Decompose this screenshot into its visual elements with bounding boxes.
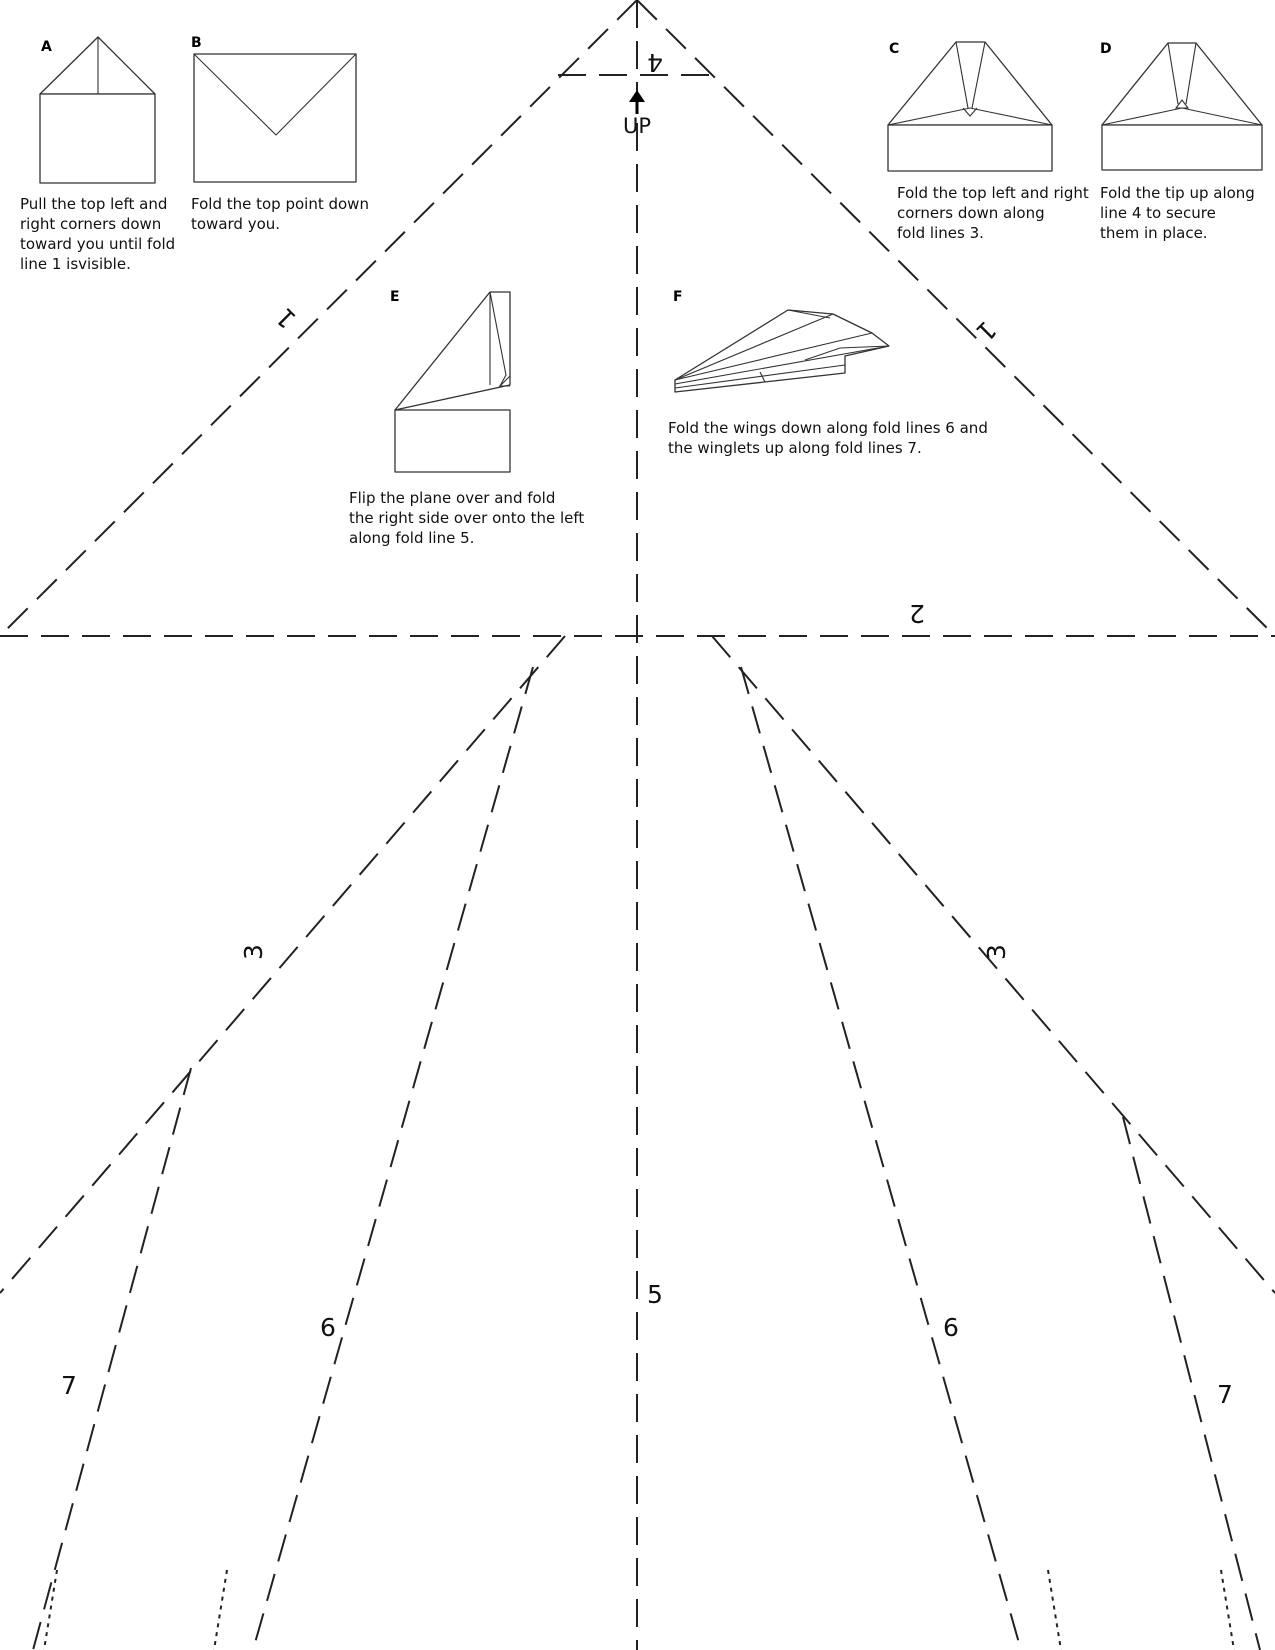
dotted-mark xyxy=(1048,1570,1061,1650)
fold-number-3-left: 3 xyxy=(239,944,268,960)
fold-number-6-right: 6 xyxy=(943,1313,959,1342)
dotted-mark xyxy=(44,1570,57,1650)
fold-number-5: 5 xyxy=(647,1280,663,1309)
step-a-letter: A xyxy=(41,39,52,55)
fold-line-3-right xyxy=(712,636,1275,1293)
fold-number-2: 2 xyxy=(909,599,925,628)
fold-number-7-left: 7 xyxy=(61,1371,77,1400)
step-a-illustration xyxy=(40,37,155,183)
up-arrow-head-icon xyxy=(629,90,645,102)
step-d-illustration xyxy=(1102,43,1262,170)
fold-number-1-right: 1 xyxy=(970,315,1002,347)
fold-number-1-left: 1 xyxy=(270,302,302,334)
fold-line-7-left xyxy=(33,1068,191,1650)
fold-number-3-right: 3 xyxy=(982,944,1011,960)
fold-line-6-right xyxy=(741,667,1021,1650)
dotted-mark xyxy=(214,1570,227,1650)
up-label: UP xyxy=(622,114,652,138)
step-f-letter: F xyxy=(673,289,683,305)
step-c-caption: Fold the top left and right corners down along fold lines 3. xyxy=(897,184,1089,242)
step-b-letter: B xyxy=(191,35,202,51)
step-b-caption: Fold the top point down toward you. xyxy=(191,195,369,233)
step-a-caption: Pull the top left and right corners down toward you until fold line 1 isvisible. xyxy=(20,195,176,273)
step-b-illustration xyxy=(194,54,356,182)
dotted-mark xyxy=(1221,1570,1234,1650)
step-f-illustration xyxy=(675,310,889,392)
fold-line-3-left xyxy=(0,636,565,1293)
fold-number-7-right: 7 xyxy=(1217,1380,1233,1409)
fold-line-numbers xyxy=(61,48,1233,1409)
step-e-letter: E xyxy=(390,289,400,305)
step-e-illustration xyxy=(395,292,510,472)
fold-number-4: 4 xyxy=(647,48,663,77)
step-d-letter: D xyxy=(1100,41,1112,57)
step-f-caption: Fold the wings down along fold lines 6 and the winglets up along fold lines 7. xyxy=(668,419,988,457)
step-c-illustration xyxy=(888,42,1052,171)
fold-line-6-left xyxy=(253,667,533,1650)
up-arrow-indicator xyxy=(623,90,651,138)
step-e-caption: Flip the plane over and fold the right side over onto the left along fold line 5. xyxy=(349,489,585,547)
fold-line-7-right xyxy=(1123,1117,1260,1650)
step-d-caption: Fold the tip up along line 4 to secure them in place. xyxy=(1100,184,1255,242)
fold-number-6-left: 6 xyxy=(320,1313,336,1342)
step-c-letter: C xyxy=(889,41,900,57)
